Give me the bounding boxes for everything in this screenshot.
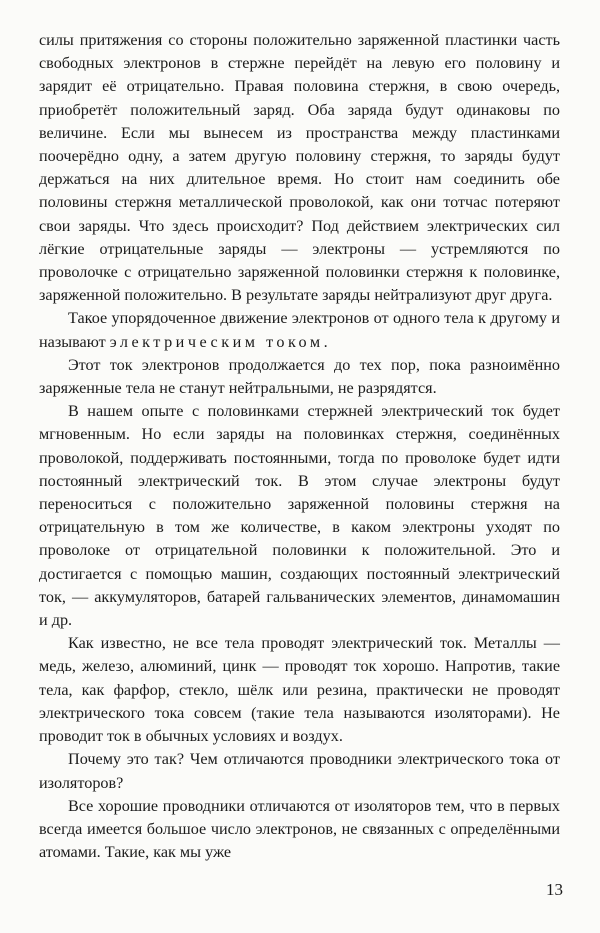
paragraph-5: Как известно, не все тела проводят электрический ток. Металлы — медь, железо, алюминий, цинк — проводят ток хорошо. Напротив, такие тела, как фарфор, стекло, шёлк или резина, практически не проводят электрического тока совсем (такие тела называются изоляторами). Не проводит ток в обычных условиях и воздух. <box>39 634 560 746</box>
page-text <box>39 29 560 864</box>
paragraph-6: Почему это так? Чем отличаются проводники электрического тока от изоляторов? <box>39 750 560 792</box>
paragraph-2-text: Такое упорядоченное движение электронов от одного тела к другому и называют <box>39 309 560 351</box>
paragraph-2 <box>39 307 560 353</box>
paragraph-3: Этот ток электронов продолжается до тех пор, пока разноимённо заряженные тела не станут нейтральными, не разрядятся. <box>39 355 560 398</box>
paragraph-7: Все хорошие проводники отличаются от изоляторов тем, что в первых всегда имеется большое число электронов, не связанных с определёнными атомами. Такие, как мы уже <box>39 796 560 862</box>
paragraph-1: силы притяжения со стороны положительно заряженной пластинки часть свободных электронов в стержне перейдёт на левую его половину и зарядит её отрицательно. Правая половина стержня, в свою очередь, приобретёт положительный заряд. Оба заряда будут одинаковы по величине. Если мы вынесем из пространства между пластинками поочерёдно одну, а затем другую половину стержня, то заряды будут держаться на них длительное время. Но стоит нам соединить обе половины стержня металлической проволокой, как они тотчас потеряют свои заряды. Что здесь происходит? Под действием электрических сил лёгкие отрицательные заряды — электроны — устремляются по проволочке с отрицательно заряженной половинки стержня к половинке, заряженной положительно. В результате заряды нейтрализуют друг друга. <box>39 31 560 305</box>
page-number: 13 <box>546 880 563 899</box>
spaced-term: электрическим током. <box>109 332 332 351</box>
paragraph-4: В нашем опыте с половинками стержней электрический ток будет мгновенным. Но если заряды на половинках стержня, соединённых проволокой, поддерживать постоянными, тогда по проволоке будет идти постоянный электрический ток. В этом случае электроны будут переноситься с положительно заряженной половины стержня на отрицательную в том же количестве, в каком электроны уходят по проволоке от отрицательной половинки к положительной. Это и достигается с помощью машин, создающих постоянный электрический ток, — аккумуляторов, батарей гальванических элементов, динамомашин и др. <box>39 402 560 630</box>
